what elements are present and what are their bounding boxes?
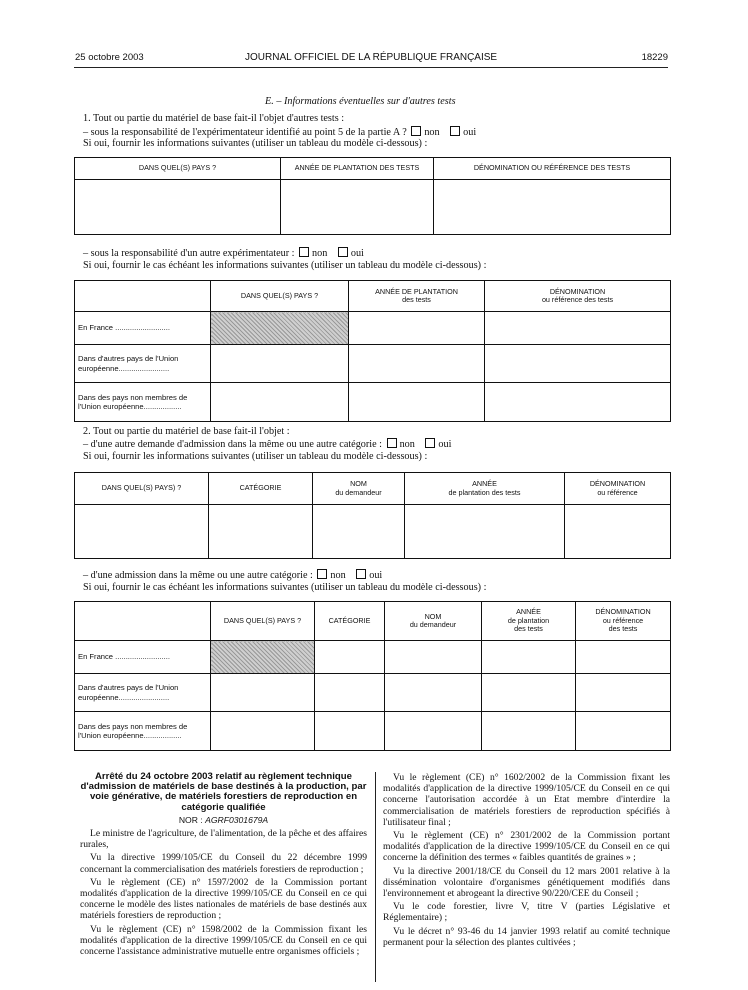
- col-header-pays: DANS QUEL(S) PAYS ?: [75, 158, 281, 180]
- question-1b: – sous la responsabilité d'un autre expérimentateur :: [83, 248, 295, 259]
- row-label-non-member: Dans des pays non membres de l'Union européenne..................: [75, 383, 211, 422]
- label-oui: oui: [438, 439, 452, 450]
- header-date: 25 octobre 2003: [75, 52, 144, 63]
- header-rule: [74, 67, 668, 68]
- table-cell[interactable]: [576, 641, 671, 674]
- col-header-pays: DANS QUEL(S) PAYS ?: [211, 281, 349, 312]
- col-header-denomination: DÉNOMINATION OU RÉFÉRENCE DES TESTS: [434, 158, 671, 180]
- paragraph: Vu la directive 1999/105/CE du Conseil du 22 décembre 1999 concernant la commercialisation des matériels forestiers de reproduction ;: [80, 852, 367, 875]
- checkbox-oui[interactable]: [425, 438, 435, 448]
- label-oui: oui: [369, 570, 383, 581]
- table-other-applications: [74, 472, 671, 559]
- col-header-pays: DANS QUEL(S) PAYS) ?: [75, 473, 209, 505]
- table-cell[interactable]: [315, 641, 385, 674]
- checkbox-non[interactable]: [411, 126, 421, 136]
- row-label-france: En France ..........................: [75, 312, 211, 345]
- table-cell[interactable]: [349, 345, 485, 383]
- header-page-number: 18229: [641, 52, 668, 63]
- question-2a-line: [83, 438, 451, 451]
- checkbox-non[interactable]: [299, 247, 309, 257]
- paragraph: Vu le décret n° 93-46 du 14 janvier 1993 relatif au comité technique permanent pour la sélection des plantes cultivées ;: [383, 925, 670, 948]
- shaded-cell: [211, 312, 349, 345]
- question-2a-instruction: Si oui, fournir les informations suivantes (utiliser un tableau du modèle ci-dessous) :: [83, 451, 428, 462]
- arrete-left-column: [80, 772, 367, 959]
- table-cell[interactable]: [405, 505, 565, 559]
- label-non: non: [312, 248, 328, 259]
- row-label-union: Dans d'autres pays de l'Union européenne........................: [75, 674, 211, 712]
- question-2b-line: [83, 569, 382, 582]
- checkbox-oui[interactable]: [356, 569, 366, 579]
- label-non: non: [399, 439, 415, 450]
- col-header-denomination: DÉNOMINATION ou référence des tests: [576, 602, 671, 641]
- question-1b-line: [83, 247, 364, 260]
- page-header: [75, 52, 668, 66]
- question-1: 1. Tout ou partie du matériel de base fait-il l'objet d'autres tests :: [83, 113, 345, 124]
- table-admissions: [74, 601, 671, 751]
- question-2: 2. Tout ou partie du matériel de base fait-il l'objet :: [83, 426, 290, 437]
- label-oui: oui: [463, 127, 477, 138]
- col-header-denomination: DÉNOMINATION ou référence: [565, 473, 671, 505]
- table-cell[interactable]: [75, 505, 209, 559]
- table-cell[interactable]: [315, 712, 385, 751]
- table-cell[interactable]: [75, 180, 281, 235]
- table-cell[interactable]: [313, 505, 405, 559]
- table-corner: [75, 281, 211, 312]
- column-separator: [375, 772, 376, 982]
- nor-reference: NOR : AGRF0301679A: [178, 814, 269, 825]
- paragraph: Vu le règlement (CE) n° 1598/2002 de la Commission fixant les modalités d'application de la directive 1999/105/CE du Conseil en ce qui concerne l'assistance administrative mutuelle entre organismes officiels ;: [80, 923, 367, 958]
- col-header-annee: ANNÉE DE PLANTATION des tests: [349, 281, 485, 312]
- col-header-annee: ANNÉE de plantation des tests: [482, 602, 576, 641]
- row-label-union: Dans d'autres pays de l'Union européenne........................: [75, 345, 211, 383]
- table-cell[interactable]: [434, 180, 671, 235]
- col-header-nom: NOM du demandeur: [385, 602, 482, 641]
- question-1a-instruction: Si oui, fournir les informations suivantes (utiliser un tableau du modèle ci-dessous) :: [83, 138, 428, 149]
- label-oui: oui: [350, 248, 364, 259]
- col-header-pays: DANS QUEL(S) PAYS ?: [211, 602, 315, 641]
- arrete-title: Arrêté du 24 octobre 2003 relatif au règlement technique d'admission de matériels de base destinés à la production, par voie générative, de matériels forestiers de reproduction en catégorie qualifiée: [80, 771, 367, 813]
- col-header-denomination: DÉNOMINATION ou référence des tests: [485, 281, 671, 312]
- question-1a: – sous la responsabilité de l'expérimentateur identifié au point 5 de la partie A ?: [83, 127, 407, 138]
- paragraph: Vu le règlement (CE) n° 1602/2002 de la Commission fixant les modalités d'application de la directive 1999/105/CE du Conseil en ce qui concerne l'autorisation accordée à un Etat membre d'interdire la commercialisation de matériels forestiers de reproduction spécifiés à l'utilisateur final ;: [383, 772, 670, 828]
- table-other-tests-same: [74, 157, 671, 235]
- header-journal-title: JOURNAL OFFICIEL DE LA RÉPUBLIQUE FRANÇAISE: [245, 52, 498, 63]
- col-header-categorie: CATÉGORIE: [315, 602, 385, 641]
- col-header-nom: NOM du demandeur: [313, 473, 405, 505]
- section-e-heading: E. – Informations éventuelles sur d'autres tests: [265, 96, 456, 107]
- table-other-tests-other: [74, 280, 671, 422]
- checkbox-non[interactable]: [317, 569, 327, 579]
- col-header-annee: ANNÉE de plantation des tests: [405, 473, 565, 505]
- label-non: non: [424, 127, 440, 138]
- table-cell[interactable]: [565, 505, 671, 559]
- table-cell[interactable]: [211, 345, 349, 383]
- paragraph: Vu le règlement (CE) n° 1597/2002 de la Commission portant modalités d'application de la directive 1999/105/CE du Conseil en ce qui concerne le modèle des listes nationales de matériels de base destinés aux matériels forestiers de reproduction ;: [80, 876, 367, 922]
- table-cell[interactable]: [485, 383, 671, 422]
- row-label-france: En France ..........................: [75, 641, 211, 674]
- paragraph: Vu le code forestier, livre V, titre V (parties Législative et Réglementaire) ;: [383, 901, 670, 924]
- table-cell[interactable]: [482, 674, 576, 712]
- table-corner: [75, 602, 211, 641]
- paragraph: Vu le règlement (CE) n° 2301/2002 de la Commission portant modalités d'application de la directive 1999/105/CE du Conseil en ce qui concerne la définition des termes « faibles quantités de graines » ;: [383, 830, 670, 864]
- table-cell[interactable]: [385, 641, 482, 674]
- question-2a: – d'une autre demande d'admission dans la même ou une autre catégorie :: [83, 439, 383, 450]
- table-cell[interactable]: [315, 674, 385, 712]
- table-cell[interactable]: [349, 312, 485, 345]
- table-cell[interactable]: [211, 383, 349, 422]
- col-header-categorie: CATÉGORIE: [209, 473, 313, 505]
- paragraph: Vu la directive 2001/18/CE du Conseil du 12 mars 2001 relative à la dissémination volontaire d'organismes génétiquement modifiés dans l'environnement et abrogeant la directive 90/220/CEE du Conseil ;: [383, 865, 670, 900]
- table-cell[interactable]: [385, 712, 482, 751]
- table-cell[interactable]: [576, 712, 671, 751]
- paragraph: Le ministre de l'agriculture, de l'alimentation, de la pêche et des affaires rurales,: [80, 828, 367, 851]
- table-cell[interactable]: [485, 345, 671, 383]
- question-2b-instruction: Si oui, fournir le cas échéant les informations suivantes (utiliser un tableau du modèle ci-dessous) :: [83, 582, 487, 593]
- arrete-right-column: [383, 772, 670, 950]
- label-non: non: [330, 570, 346, 581]
- table-cell[interactable]: [485, 312, 671, 345]
- table-cell[interactable]: [281, 180, 434, 235]
- checkbox-oui[interactable]: [450, 126, 460, 136]
- table-cell[interactable]: [576, 674, 671, 712]
- col-header-annee: ANNÉE DE PLANTATION DES TESTS: [281, 158, 434, 180]
- question-2b: – d'une admission dans la même ou une autre catégorie :: [83, 570, 313, 581]
- table-cell[interactable]: [482, 641, 576, 674]
- row-label-non-member: Dans des pays non membres de l'Union européenne..................: [75, 712, 211, 751]
- table-cell[interactable]: [482, 712, 576, 751]
- question-1b-instruction: Si oui, fournir le cas échéant les informations suivantes (utiliser un tableau du modèle ci-dessous) :: [83, 260, 487, 271]
- shaded-cell: [211, 641, 315, 674]
- checkbox-oui[interactable]: [338, 247, 348, 257]
- table-cell[interactable]: [209, 505, 313, 559]
- checkbox-non[interactable]: [387, 438, 397, 448]
- table-cell[interactable]: [211, 674, 315, 712]
- table-cell[interactable]: [349, 383, 485, 422]
- table-cell[interactable]: [385, 674, 482, 712]
- table-cell[interactable]: [211, 712, 315, 751]
